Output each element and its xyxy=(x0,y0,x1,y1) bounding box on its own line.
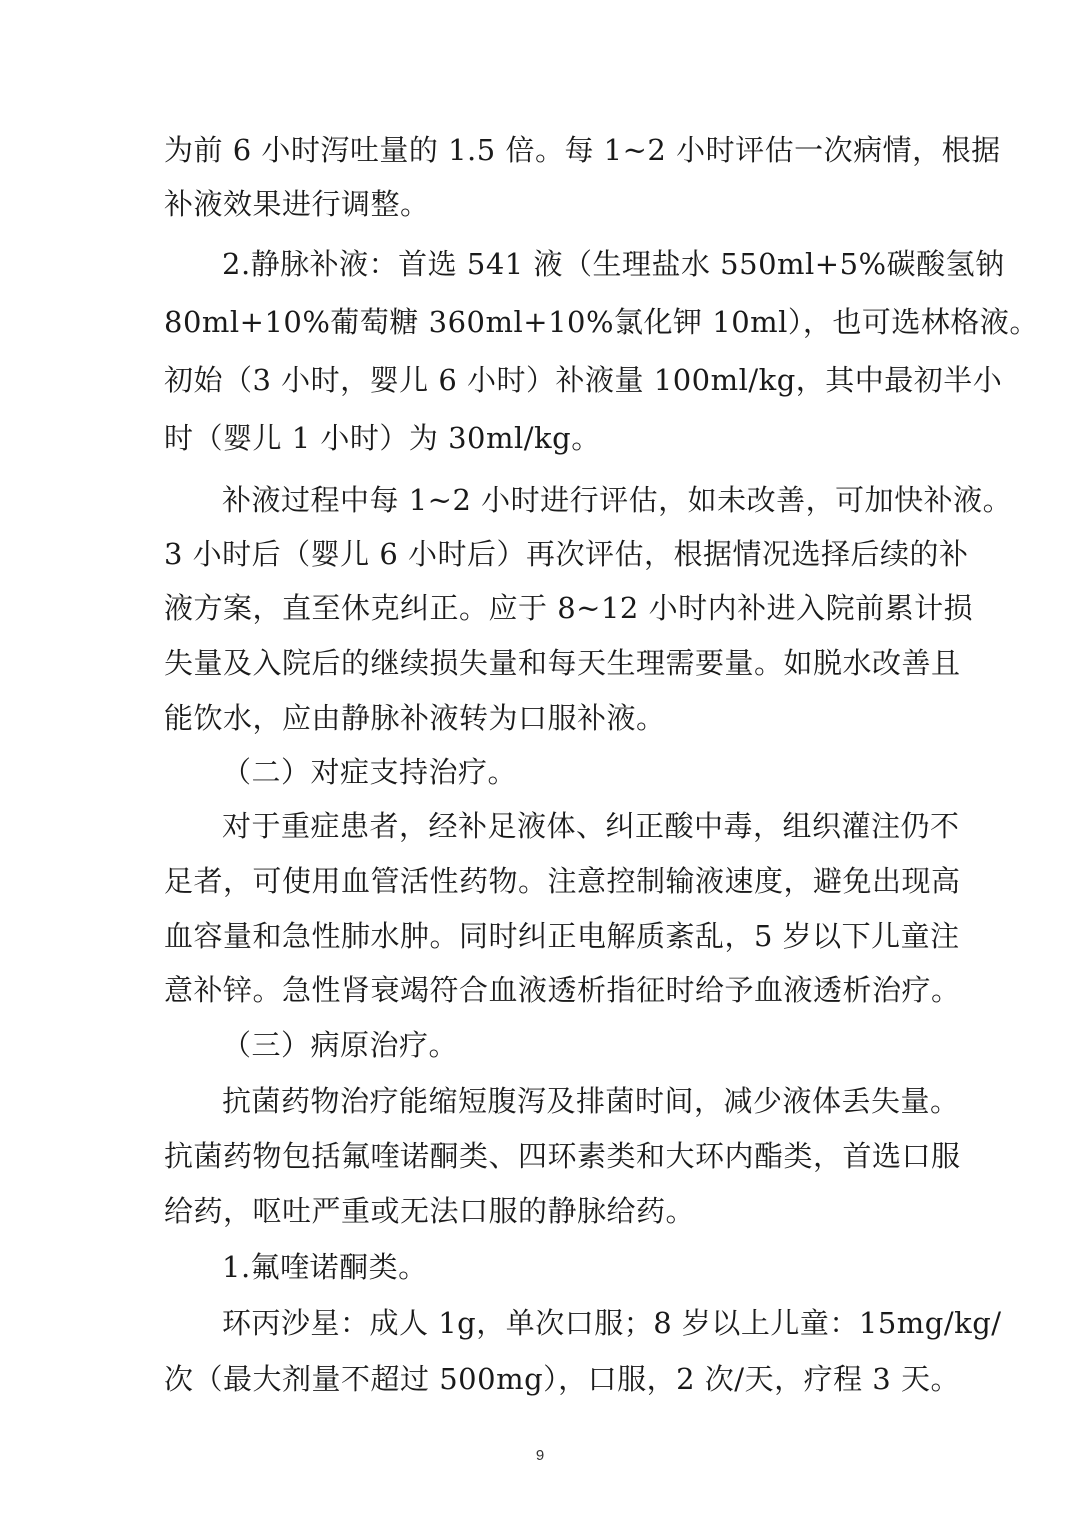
text-line: 对于重症患者，经补足液体、纠正酸中毒，组织灌注仍不 xyxy=(222,809,960,843)
section-heading: （三）病原治疗。 xyxy=(222,1028,459,1062)
text-line: 次（最大剂量不超过 500mg），口服，2 次/天，疗程 3 天。 xyxy=(164,1362,960,1396)
page-number: 9 xyxy=(535,1447,545,1464)
text-line: 抗菌药物包括氟喹诺酮类、四环素类和大环内酯类，首选口服 xyxy=(164,1139,961,1173)
text-line: 液方案，直至休克纠正。应于 8~12 小时内补进入院前累计损 xyxy=(164,591,974,625)
text-line: 足者，可使用血管活性药物。注意控制输液速度，避免出现高 xyxy=(164,864,961,898)
text-line: 给药，呕吐严重或无法口服的静脉给药。 xyxy=(164,1194,696,1228)
text-line: 意补锌。急性肾衰竭符合血液透析指征时给予血液透析治疗。 xyxy=(164,973,961,1007)
text-line: 2.静脉补液：首选 541 液（生理盐水 550ml+5%碳酸氢钠 xyxy=(222,247,1005,281)
text-line: 血容量和急性肺水肿。同时纠正电解质紊乱，5 岁以下儿童注 xyxy=(164,919,960,953)
text-line: 环丙沙星：成人 1g，单次口服；8 岁以上儿童：15mg/kg/ xyxy=(222,1306,1002,1340)
text-line: 补液过程中每 1~2 小时进行评估，如未改善，可加快补液。 xyxy=(222,483,1013,517)
text-line: 80ml+10%葡萄糖 360ml+10%氯化钾 10ml），也可选林格液。 xyxy=(164,305,1039,339)
section-heading: （二）对症支持治疗。 xyxy=(222,755,518,789)
subsection-heading: 1.氟喹诺酮类。 xyxy=(222,1250,428,1284)
text-line: 失量及入院后的继续损失量和每天生理需要量。如脱水改善且 xyxy=(164,646,961,680)
text-line: 抗菌药物治疗能缩短腹泻及排菌时间，减少液体丢失量。 xyxy=(222,1084,960,1118)
text-line: 为前 6 小时泻吐量的 1.5 倍。每 1~2 小时评估一次病情，根据 xyxy=(164,133,1001,167)
text-line: 补液效果进行调整。 xyxy=(164,187,430,221)
text-line: 能饮水，应由静脉补液转为口服补液。 xyxy=(164,701,666,735)
text-line: 时（婴儿 1 小时）为 30ml/kg。 xyxy=(164,421,601,455)
document-body xyxy=(164,123,1039,1406)
text-line: 3 小时后（婴儿 6 小时后）再次评估，根据情况选择后续的补 xyxy=(164,537,969,571)
text-line: 初始（3 小时，婴儿 6 小时）补液量 100ml/kg，其中最初半小 xyxy=(164,363,1003,397)
